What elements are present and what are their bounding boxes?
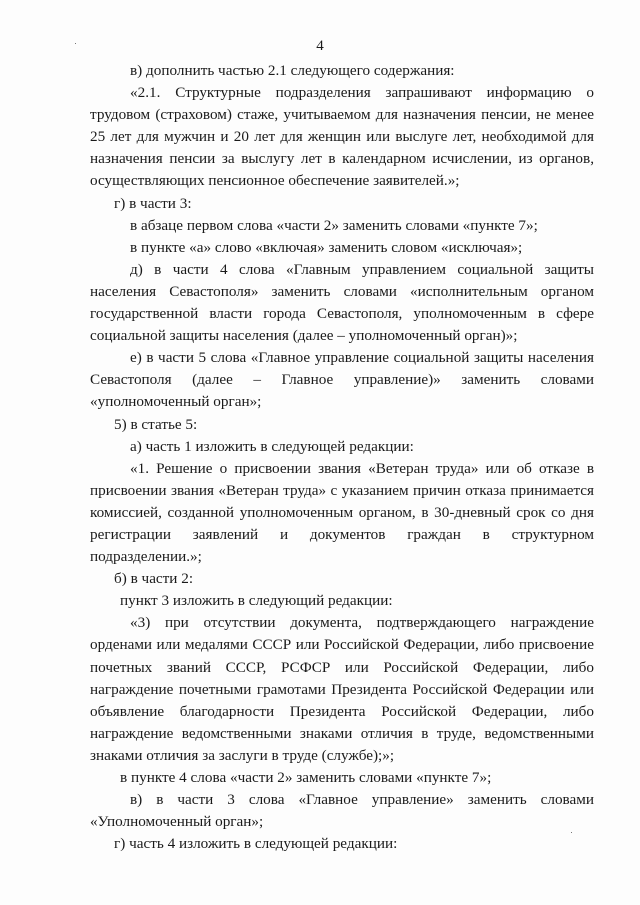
text-line: Севастополя (далее – Главное управление)» заменить словами [90,371,594,389]
text-line: 25 лет для мужчин и 20 лет для женщин или выслуге лет, необходимой для [90,128,594,146]
text-line: д) в части 4 слова «Главным управлением социальной защиты [130,260,594,278]
text-line: г) в части 3: [114,194,192,212]
text-line: в пункте 4 слова «части 2» заменить словами «пункте 7»; [120,769,492,786]
text-line: социальной защиты населения (далее – уполномоченный орган)»; [90,327,518,345]
page-number: 4 [316,38,324,54]
text-line: осуществляющих пенсионное обеспечение заявителей.»; [90,172,460,190]
text-line: назначения пенсии за выслугу лет в календарном исчислении, из органов, [90,150,594,168]
text-line: в абзаце первом слова «части 2» заменить словами «пункте 7»; [130,216,538,234]
text-line: почетных званий СССР, РСФСР или Российской Федерации, либо [90,658,594,676]
text-line: г) часть 4 изложить в следующей редакции: [114,835,398,853]
text-line: орденами или медалями СССР или Российской Федерации, либо присвоение [90,636,594,654]
text-line: 5) в статье 5: [114,415,198,433]
text-line: знаками отличия за заслуги в труде (службе);»; [90,746,395,764]
text-line: в) дополнить частью 2.1 следующего содержания: [130,62,455,79]
text-line: регистрации заявлений и документов граждан в структурном [90,525,594,543]
text-line: «1. Решение о присвоении звания «Ветеран труда» или об отказе в [130,459,594,477]
text-line: пункт 3 изложить в следующий редакции: [120,592,393,610]
text-line: «Уполномоченный орган»; [90,813,264,831]
text-line: в пункте «а» слово «включая» заменить словом «исключая»; [130,238,523,256]
text-line: награждение ведомственными знаками отличия в труде, ведомственными [90,724,594,742]
scan-speck [75,43,76,44]
scan-speck [571,832,572,833]
text-line: «2.1. Структурные подразделения запрашивают информацию о [130,84,594,102]
text-line: а) часть 1 изложить в следующей редакции: [130,437,414,455]
text-line: подразделении.»; [90,548,202,566]
text-line: объявление благодарности Президента Российской Федерации, либо [90,702,594,720]
document-body [90,60,594,855]
text-line: е) в части 5 слова «Главное управление социальной защиты населения [130,349,594,367]
text-line: государственной власти города Севастополя, уполномоченным в сфере [90,305,594,323]
text-line: «3) при отсутствии документа, подтверждающего награждение [130,614,594,632]
text-line: трудовом (страховом) стаже, учитываемом для назначения пенсии, не менее [90,106,594,124]
text-line: «уполномоченный орган»; [90,393,262,411]
text-line: присвоении звания «Ветеран труда» с указанием причин отказа принимается [90,481,594,499]
text-line: комиссией, созданной уполномоченным органом, в 30-дневный срок со дня [90,503,594,521]
text-line: населения Севастополя» заменить словами «исполнительным органом [90,282,594,300]
text-line: б) в части 2: [114,570,194,588]
text-line: награждение почетными грамотами Президента Российской Федерации или [90,680,594,698]
text-line: в) в части 3 слова «Главное управление» заменить словами [130,791,594,809]
